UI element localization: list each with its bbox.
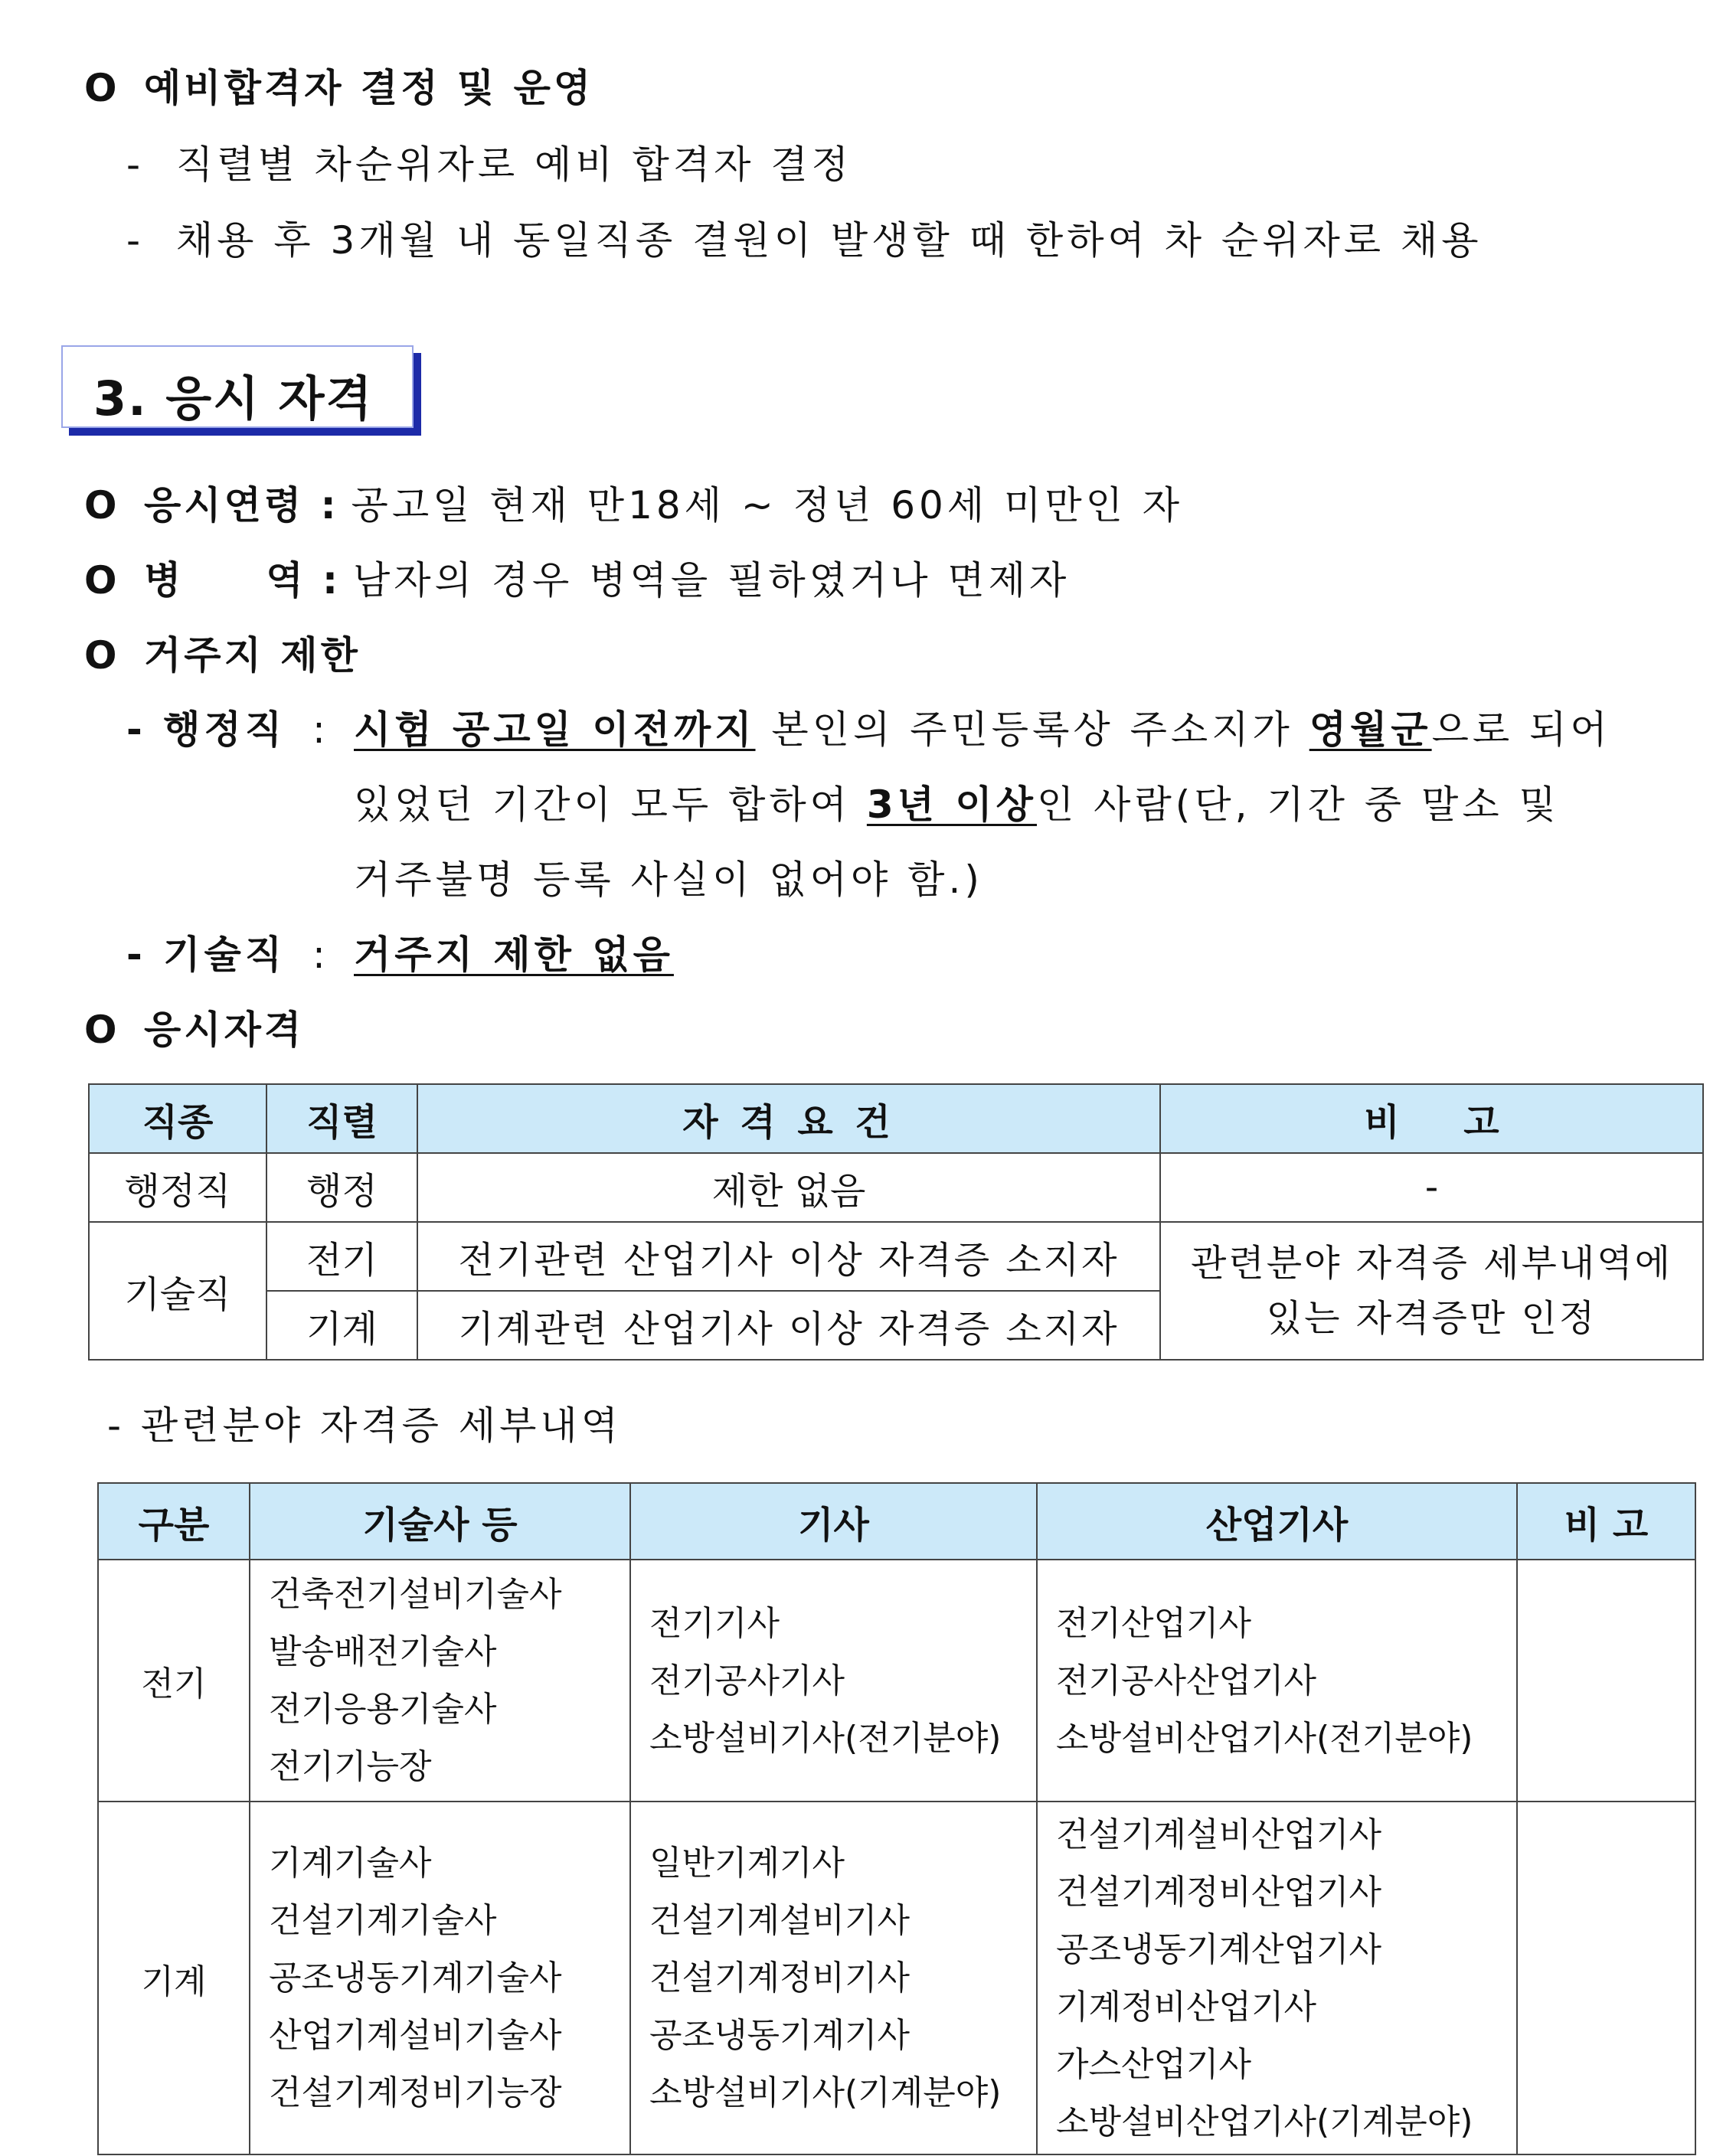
cell-engineer-plus: 기계기술사 건설기계기술사 공조냉동기계기술사 산업기계설비기술사 건설기계정비기능장 — [250, 1802, 630, 2154]
table-header-row — [98, 1483, 1695, 1560]
detail-label: - 관련분야 자격증 세부내역 — [107, 1403, 623, 1448]
header-job-type: 직종 — [89, 1084, 266, 1153]
tech-colon: : — [312, 933, 329, 977]
cell-note: - — [1160, 1153, 1703, 1222]
tech-label: - 기술직 — [126, 933, 286, 977]
cell-requirement: 전기관련 산업기사 이상 자격증 소지자 — [417, 1222, 1160, 1291]
age-label: 응시연령 : — [144, 483, 339, 528]
qual-heading: O 응시자격 — [84, 1008, 305, 1052]
circle-bullet-icon: O — [84, 1008, 117, 1052]
header-engineer: 기사 — [630, 1483, 1037, 1560]
dash: - — [126, 218, 176, 263]
cell-note — [1517, 1802, 1695, 2154]
circle-bullet-icon: O — [84, 483, 117, 528]
cell-note: 관련분야 자격증 세부내역에 있는 자격증만 인정 — [1160, 1222, 1703, 1360]
table-row — [98, 1560, 1695, 1802]
header-engineer-plus: 기술사 등 — [250, 1483, 630, 1560]
cell-series: 행정 — [266, 1153, 417, 1222]
cell-series: 기계 — [266, 1291, 417, 1360]
military-label: 병 역 : — [144, 558, 342, 603]
section-title: 3. 응시 자격 — [93, 371, 374, 426]
admin-line-2: 있었던 기간이 모두 합하여 3년 이상인 사람(단, 기간 중 말소 및 — [354, 782, 1560, 827]
cell-note — [1517, 1560, 1695, 1802]
circle-bullet-icon: O — [84, 558, 117, 603]
circle-bullet-icon: O — [84, 66, 117, 110]
tech-residence-text: 거주지 제한 없음 — [354, 933, 674, 977]
cell-requirement: 기계관련 산업기사 이상 자격증 소지자 — [417, 1291, 1160, 1360]
table-row — [98, 1802, 1695, 2154]
qualification-table — [88, 1083, 1704, 1361]
admin-label: - 행정직 — [126, 707, 286, 752]
header-category: 구분 — [98, 1483, 250, 1560]
cell-engineer: 일반기계기사 건설기계설비기사 건설기계정비기사 공조냉동기계기사 소방설비기사(기계분야) — [630, 1802, 1037, 2154]
cell-series: 전기 — [266, 1222, 417, 1291]
cell-job-type: 행정직 — [89, 1153, 266, 1222]
cell-engineer-plus: 건축전기설비기술사 발송배전기술사 전기응용기술사 전기기능장 — [250, 1560, 630, 1802]
reserve-heading: O 예비합격자 결정 및 운영 — [84, 66, 594, 110]
cell-industrial: 전기산업기사 전기공사산업기사 소방설비산업기사(전기분야) — [1037, 1560, 1517, 1802]
cell-job-type: 기술직 — [89, 1222, 266, 1360]
admin-line-3: 거주불명 등록 사실이 없어야 함.) — [354, 858, 983, 902]
header-note: 비 고 — [1517, 1483, 1695, 1560]
circle-bullet-icon: O — [84, 633, 117, 678]
section-title-box — [61, 345, 414, 428]
table-row — [89, 1222, 1703, 1291]
admin-line-1: 시험 공고일 이전까지 본인의 주민등록상 주소지가 영월군으로 되어 — [354, 707, 1611, 752]
dash: - — [126, 142, 176, 187]
military-text: 남자의 경우 병역을 필하였거나 면제자 — [352, 558, 1071, 603]
header-series: 직렬 — [266, 1084, 417, 1153]
admin-colon: : — [312, 707, 329, 752]
age-row — [84, 475, 1183, 530]
tech-residence-row — [126, 924, 329, 979]
cell-engineer: 전기기사 전기공사기사 소방설비기사(전기분야) — [630, 1560, 1037, 1802]
cell-industrial: 건설기계설비산업기사 건설기계정비산업기사 공조냉동기계산업기사 기계정비산업기사 가스산업기사 소방설비산업기사(기계분야) — [1037, 1802, 1517, 2154]
cell-category: 기계 — [98, 1802, 250, 2154]
table-header-row — [89, 1084, 1703, 1153]
cell-requirement: 제한 없음 — [417, 1153, 1160, 1222]
header-requirement: 자 격 요 건 — [417, 1084, 1160, 1153]
admin-residence-row — [126, 699, 329, 754]
certificate-detail-table — [97, 1482, 1696, 2155]
residence-heading: O 거주지 제한 — [84, 633, 361, 678]
age-text: 공고일 현재 만18세 ~ 정년 60세 미만인 자 — [351, 483, 1184, 528]
header-note: 비 고 — [1160, 1084, 1703, 1153]
military-row — [84, 550, 1070, 605]
table-row — [89, 1153, 1703, 1222]
header-industrial: 산업기사 — [1037, 1483, 1517, 1560]
reserve-item-1: - 직렬별 차순위자로 예비 합격자 결정 — [126, 142, 852, 187]
cell-category: 전기 — [98, 1560, 250, 1802]
reserve-item-2: - 채용 후 3개월 내 동일직종 결원이 발생할 때 한하여 차 순위자로 채용 — [126, 218, 1483, 263]
